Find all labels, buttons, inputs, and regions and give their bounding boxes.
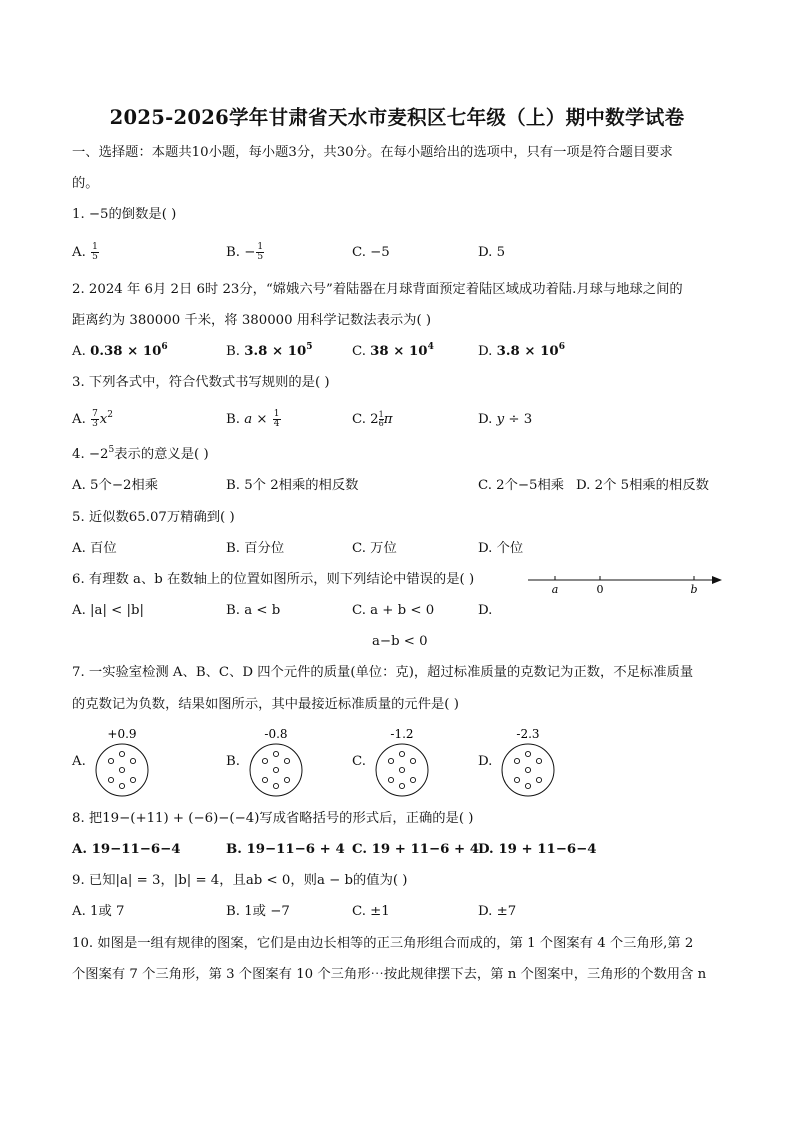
q7-option-label-c: C. (352, 754, 366, 769)
q6-label-0: 0 (596, 583, 604, 596)
q7-component-hole (525, 767, 530, 772)
q5-option-a: A. 百位 (72, 541, 117, 556)
q2-c-label: C. (352, 344, 371, 359)
q2-b-label: B. (226, 344, 245, 359)
q1-option-a (72, 243, 100, 263)
q7-mass-value-c: -1.2 (390, 727, 414, 741)
q3-b-den: 4 (273, 419, 280, 429)
q7-component-hole (514, 758, 519, 763)
q4-stem-post: 表示的意义是( ) (114, 447, 209, 462)
q6-axis-arrow (712, 576, 722, 584)
q2-d-label: D. (478, 344, 497, 359)
q5-option-c: C. 万位 (352, 541, 397, 556)
q9-stem: 9. 已知|a| = 3，|b| = 4，且ab < 0，则a − b的值为( ) (72, 873, 408, 888)
q2-option-a (72, 342, 168, 362)
q8-option-b: B. 19−11−6 + 4 (226, 842, 345, 857)
q10-stem-line2: 个图案有 7 个三角形，第 3 个图案有 10 个三角形⋯按此规律摆下去，第 n 个图案中，三角形的个数用含 n (72, 967, 707, 982)
q7-component-hole (388, 758, 393, 763)
q6-stem: 6. 有理数 a、b 在数轴上的位置如图所示，则下列结论中错误的是( ) (72, 572, 475, 587)
q3-option-a (72, 410, 113, 430)
q8-option-c: C. 19 + 11−6 + 4 (352, 842, 480, 857)
q7-component-hole (108, 758, 113, 763)
q4-option-d: D. 2个 5相乘的相反数 (576, 478, 709, 493)
q1-stem: 1. −5的倒数是( ) (72, 207, 177, 222)
q3-c-var: π (383, 412, 393, 427)
q7-option-label-b: B. (226, 754, 240, 769)
q7-component-hole (119, 767, 124, 772)
q7-component-hole (525, 783, 530, 788)
q7-component-hole (410, 777, 415, 782)
q8-stem: 8. 把19−(+11) + (−6)−(−4)写成省略括号的形式后，正确的是( ) (72, 811, 474, 826)
section-instruction-line1: 一、选择题：本题共10小题，每小题3分，共30分。在每小题给出的选项中，只有一项是符合题目要求 (72, 145, 673, 160)
q5-stem: 5. 近似数65.07万精确到( ) (72, 510, 235, 525)
q7-mass-value-d: -2.3 (516, 727, 540, 741)
q7-component-hole (130, 758, 135, 763)
q3-b-times: × (252, 412, 272, 427)
q7-component-hole (273, 751, 278, 756)
q6-option-d: D. (478, 603, 493, 618)
q10-stem-line1: 10. 如图是一组有规律的图案，它们是由边长相等的正三角形组合而成的，第 1 个图案有 4 个三角形,第 2 (72, 936, 694, 951)
q1-option-b (226, 243, 265, 263)
q2-d-exp: 6 (558, 342, 565, 352)
q3-a-den: 3 (92, 419, 98, 429)
q7-component-hole (536, 777, 541, 782)
q3-a-exp: 2 (107, 410, 114, 420)
q3-c-den: 6 (378, 419, 384, 428)
q2-option-c (352, 342, 434, 362)
q6-option-b: B. a < b (226, 603, 281, 618)
q7-component-figure-b (241, 726, 311, 800)
q9-option-a: A. 1或 7 (72, 904, 125, 919)
q1-option-c: C. −5 (352, 245, 390, 260)
q2-stem-line2: 距离约为 380000 千米，将 380000 用科学记数法表示为( ) (72, 313, 432, 328)
q8-option-a: A. 19−11−6−4 (72, 842, 181, 857)
q6-option-d-content: a−b < 0 (372, 634, 428, 649)
q9-option-b: B. 1或 −7 (226, 904, 290, 919)
q7-component-hole (130, 777, 135, 782)
q7-component-hole (284, 777, 289, 782)
q7-component-hole (262, 777, 267, 782)
q6-option-a: A. |a| < |b| (72, 603, 145, 618)
q7-component-hole (273, 767, 278, 772)
q2-c-value: 38 × 10 (370, 344, 428, 359)
q4-stem-exp: 5 (108, 445, 115, 455)
q4-stem-pre: 4. −2 (72, 447, 109, 462)
q3-a-num: 7 (92, 409, 98, 419)
q7-component-hole (108, 777, 113, 782)
q3-a-var: x (99, 412, 108, 427)
q3-b-fraction (273, 410, 281, 429)
q1-a-den: 5 (92, 252, 98, 262)
exam-title: 2025-2026学年甘肃省天水市麦积区七年级（上）期中数学试卷 (109, 106, 685, 129)
q3-b-var: a (244, 412, 253, 427)
q3-d-rest: ÷ 3 (504, 412, 533, 427)
q2-b-value: 3.8 × 10 (244, 344, 307, 359)
q1-a-num: 1 (92, 242, 98, 252)
q7-component-hole (284, 758, 289, 763)
q5-option-d: D. 个位 (478, 541, 524, 556)
q3-c-num: 1 (378, 410, 384, 419)
q7-component-figure-c (367, 726, 437, 800)
q3-c-label: C. 2 (352, 412, 379, 427)
q5-option-b: B. 百分位 (226, 541, 285, 556)
q6-label-a: a (551, 583, 559, 596)
q9-option-d: D. ±7 (478, 904, 517, 919)
section-instruction-line2: 的。 (72, 176, 99, 191)
q2-option-b (226, 342, 313, 362)
q3-a-fraction (91, 410, 99, 429)
q9-option-c: C. ±1 (352, 904, 390, 919)
q7-component-hole (262, 758, 267, 763)
q3-b-num: 1 (273, 409, 280, 419)
q1-b-fraction (256, 243, 264, 262)
q7-stem-line2: 的克数记为负数，结果如图所示，其中最接近标准质量的元件是( ) (72, 697, 459, 712)
q2-a-value: 0.38 × 10 (90, 344, 162, 359)
q7-stem-line1: 7. 一实验室检测 A、B、C、D 四个元件的质量(单位：克)，超过标准质量的克数记为正数，不足标准质量 (72, 665, 694, 680)
q3-stem: 3. 下列各式中，符合代数式书写规则的是( ) (72, 375, 330, 390)
q3-b-label: B. (226, 412, 245, 427)
q8-option-d: D. 19 + 11−6−4 (478, 842, 597, 857)
q3-d-label: D. (478, 412, 497, 427)
q4-option-a: A. 5个−2相乘 (72, 478, 159, 493)
q2-a-exp: 6 (161, 342, 168, 352)
q1-b-label: B. − (226, 245, 256, 260)
q7-component-hole (410, 758, 415, 763)
q3-d-var: y (496, 412, 505, 427)
q7-component-hole (119, 751, 124, 756)
q2-c-exp: 4 (427, 342, 434, 352)
q2-option-d (478, 342, 565, 362)
q4-stem (72, 445, 209, 465)
q2-b-exp: 5 (306, 342, 313, 352)
q3-option-b (226, 410, 282, 430)
q7-component-hole (514, 777, 519, 782)
q7-option-label-d: D. (478, 754, 493, 769)
q7-component-hole (273, 783, 278, 788)
q1-a-fraction (91, 243, 99, 262)
q2-a-label: A. (72, 344, 91, 359)
q3-option-c (352, 410, 392, 430)
q1-a-label: A. (72, 245, 91, 260)
q4-option-b: B. 5个 2相乘的相反数 (226, 478, 359, 493)
q2-d-value: 3.8 × 10 (496, 344, 559, 359)
q1-b-den: 5 (257, 252, 264, 262)
q4-option-c: C. 2个−5相乘 (478, 478, 565, 493)
q7-component-hole (399, 751, 404, 756)
q1-option-d: D. 5 (478, 245, 506, 260)
q6-label-b: b (690, 583, 698, 596)
q7-mass-value-a: +0.9 (107, 727, 137, 741)
q7-component-hole (388, 777, 393, 782)
q7-mass-value-b: -0.8 (264, 727, 288, 741)
q7-component-hole (399, 767, 404, 772)
q7-option-label-a: A. (72, 754, 86, 769)
q7-component-figure-a (87, 726, 157, 800)
q7-component-figure-d (493, 726, 563, 800)
q3-a-label: A. (72, 412, 91, 427)
q7-component-hole (525, 751, 530, 756)
q2-stem-line1: 2. 2024 年 6月 2日 6时 23分，“嫦娥六号”着陆器在月球背面预定着陆区域成功着陆.月球与地球之间的 (72, 282, 683, 297)
q1-b-num: 1 (257, 242, 264, 252)
q6-option-c: C. a + b < 0 (352, 603, 435, 618)
q6-number-line (526, 568, 724, 598)
q7-component-hole (119, 783, 124, 788)
q7-component-hole (399, 783, 404, 788)
q7-component-hole (536, 758, 541, 763)
q3-option-d (478, 410, 532, 430)
